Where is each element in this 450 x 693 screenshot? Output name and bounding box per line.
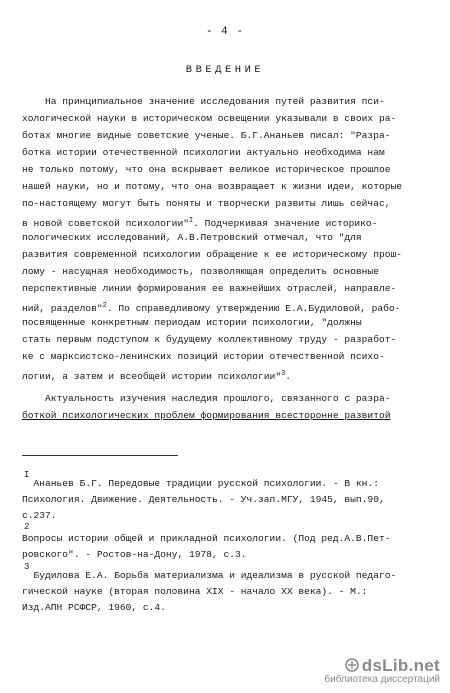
body-line-9: пологических исследований, А.В.Петровский отмечал, что "для — [22, 232, 362, 243]
footnote-3-line-1: Будилова Е.А. Борьба материализма и идеализма в русской педаго- — [22, 570, 397, 581]
body-line-16: ке с марксистско-ленинских позиций истории отечественной психо- — [22, 351, 385, 362]
body-line-7: по-настоящему могут быть поняты и творчески развиты лишь сейчас, — [22, 198, 391, 209]
body-line-4: ботка истории отечественной психологии актуально необходима нам — [22, 147, 385, 158]
watermark-tagline: библиотека диссертаций — [324, 674, 440, 685]
watermark-site: dsLib.net — [361, 656, 440, 675]
body-line-8-tail: . Подчеркивая значение историко- — [193, 218, 378, 229]
footnote-2-line-2: ровского". - Ростов-на-Дону, 1978, с.3. — [22, 549, 247, 560]
footnote-mark-2: 2 — [24, 522, 30, 532]
page-number: - 4 - — [205, 26, 244, 38]
body-line-6: нашей науки, но и потому, что она возвращает к жизни идеи, которые — [22, 181, 402, 192]
body-line-2: хологической науки в историческом освещении указывали в своих ра- — [22, 113, 397, 124]
body-line-11: лому - насущная необходимость, позволяющая определить основные — [22, 266, 379, 277]
footnote-3-line-3: Изд.АПН РСФСР, 1960, с.4. — [22, 602, 166, 613]
body-line-15: стать первым подступом к будущему коллективному труду - разработ- — [22, 334, 397, 345]
body-line-13-text: ний, разделов" — [22, 303, 103, 314]
section-heading: ВВЕДЕНИЕ — [185, 64, 265, 76]
body-line-8 — [22, 215, 377, 230]
footnote-divider — [22, 455, 178, 456]
body-line-13 — [22, 300, 400, 315]
footnote-mark-1: I — [24, 470, 30, 480]
footnote-1-line-2: Психология. Движение. Деятельность. - Уч.зап.МГУ, 1945, вып.90, — [22, 494, 385, 505]
footnote-1-line-1: Ананьев Б.Г. Передовые традиции русской психологии. - В кн.: — [22, 478, 379, 489]
body-line-10: развития современной психологии обращение к ее историческому прош- — [22, 249, 402, 260]
footnote-1-line-3: с.237. — [22, 510, 57, 521]
body-line-17-text: логии, а затем и всеобщей истории психологии" — [22, 371, 282, 382]
body-line-14: посвященные конкретным периодам истории психологии, "должны — [22, 317, 362, 328]
dslib-logo-icon — [345, 658, 359, 672]
footnote-ref-1: I — [188, 217, 194, 225]
body-line-1: На принципиальное значение исследования путей развития пси- — [22, 96, 385, 107]
body-line-19: боткой психологических проблем формирования всесторонне развитой — [22, 410, 391, 421]
footnote-ref-3: 3 — [281, 370, 286, 378]
body-line-13-tail: . По справедливому утверждению Е.А.Будиловой, рабо- — [106, 303, 401, 314]
footnote-mark-3: 3 — [24, 562, 30, 572]
watermark — [324, 656, 440, 685]
body-line-18: Актуальность изучения наследия прошлого, связанного с разра- — [22, 393, 391, 404]
body-line-17-tail: . — [285, 371, 292, 382]
body-line-3: ботах многие видные советские ученые. Б.Г.Ананьев писал: "Разра- — [22, 130, 391, 141]
body-line-17 — [22, 368, 291, 383]
footnote-ref-2: 2 — [102, 302, 107, 310]
body-line-8-text: в новой советской психологии" — [22, 218, 189, 229]
body-line-12: перспективные линии формирования ее важнейших отраслей, направле- — [22, 283, 397, 294]
footnote-3-line-2: гической науке (вторая половина XIX - начало XX века). - М.: — [22, 586, 368, 597]
footnote-2-line-1: Вопросы истории общей и прикладной психологии. (Под ред.А.В.Пет- — [22, 533, 391, 544]
body-line-5: не только потому, что она вскрывает великое историческое прошлое — [22, 164, 391, 175]
